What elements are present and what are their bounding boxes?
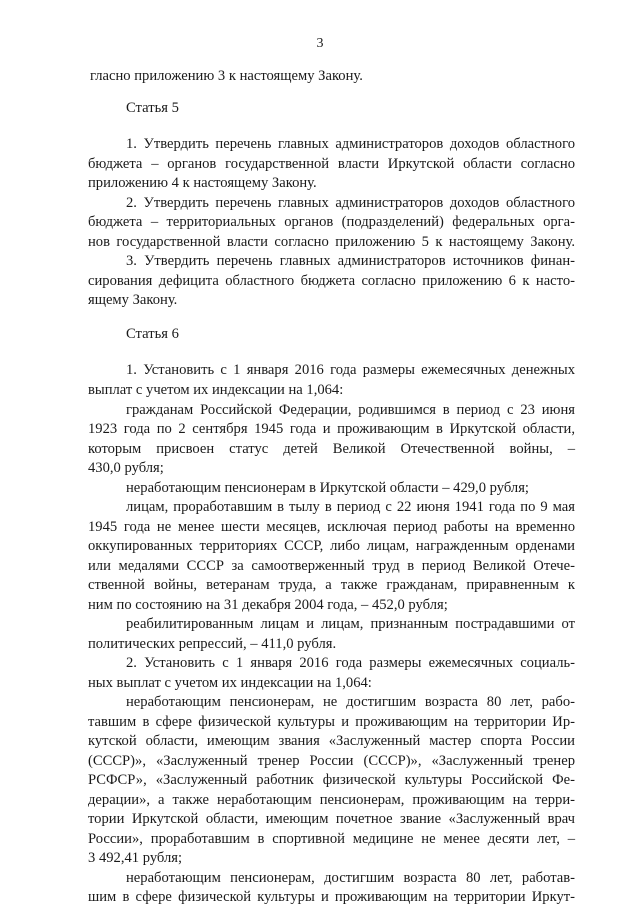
- text-line: бюджета – территориальных органов (подразделений) федеральных орга-: [88, 214, 575, 230]
- text-line: кутской области, имеющим звания «Заслуженный мастер спорта России: [88, 733, 575, 749]
- text-line: 3. Утвердить перечень главных администраторов источников финан-: [126, 253, 575, 269]
- text-line: неработающим пенсионерам, не достигшим возраста 80 лет, рабо-: [126, 694, 575, 710]
- text-line: РСФСР», «Заслуженный работник физической культуры Российской Фе-: [88, 772, 575, 788]
- text-line: 3 492,41 рубля;: [88, 850, 183, 866]
- text-line: приложению 4 к настоящему Закону.: [88, 175, 317, 191]
- article-heading-6: Статья 6: [126, 326, 179, 342]
- text-line: России», проработавшим в спортивной медицине не менее десяти лет, –: [88, 831, 575, 847]
- text-line: 1. Установить с 1 января 2016 года размеры ежемесячных денежных: [126, 362, 575, 378]
- text-line: выплат с учетом их индексации на 1,064:: [88, 382, 344, 398]
- text-line: которым присвоен статус детей Великой Отечественной войны, –: [88, 441, 575, 457]
- text-line: оккупированных территориях СССР, либо лицам, награжденным орденами: [88, 538, 575, 554]
- text-line: ящему Закону.: [88, 292, 178, 308]
- text-line: гласно приложению 3 к настоящему Закону.: [90, 68, 363, 84]
- text-line: (СССР)», «Заслуженный тренер России (СССР)», «Заслуженный тренер: [88, 753, 575, 769]
- text-line: гражданам Российской Федерации, родившимся в период с 23 июня: [126, 402, 575, 418]
- text-line: ных выплат с учетом их индексации на 1,064:: [88, 675, 372, 691]
- text-line: 1923 года по 2 сентября 1945 года и проживающим в Иркутской области,: [88, 421, 575, 437]
- text-line: бюджета – органов государственной власти Иркутской области согласно: [88, 156, 575, 172]
- article-heading-5: Статья 5: [126, 100, 179, 116]
- text-line: сирования дефицита областного бюджета согласно приложению 6 к насто-: [88, 273, 575, 289]
- text-line: 2. Утвердить перечень главных администраторов доходов областного: [126, 195, 575, 211]
- text-line: 2. Установить с 1 января 2016 года размеры ежемесячных социаль-: [126, 655, 575, 671]
- text-line: тавшим в сфере физической культуры и проживающим на территории Ир-: [88, 714, 575, 730]
- text-line: ним по состоянию на 31 декабря 2004 года, – 452,0 рубля;: [88, 597, 448, 613]
- text-line: нов государственной власти согласно приложению 5 к настоящему Закону.: [88, 234, 575, 250]
- text-line: политических репрессий, – 411,0 рубля.: [88, 636, 337, 652]
- text-line: дерации», а также неработающим пенсионерам, проживающим на терри-: [88, 792, 575, 808]
- text-line: реабилитированным лицам и лицам, признанным пострадавшими от: [126, 616, 575, 632]
- page-number: 3: [316, 36, 324, 51]
- text-line: 1945 года не менее шести месяцев, исключая период работы на временно: [88, 519, 575, 535]
- text-line: ственной войны, ветеранам труда, а также гражданам, приравненным к: [88, 577, 575, 593]
- text-line: неработающим пенсионерам, достигшим возраста 80 лет, работав-: [126, 870, 575, 886]
- text-line: 430,0 рубля;: [88, 460, 164, 476]
- text-line: шим в сфере физической культуры и проживающим на территории Иркут-: [88, 889, 575, 905]
- text-line: 1. Утвердить перечень главных администраторов доходов областного: [126, 136, 575, 152]
- text-line: неработающим пенсионерам в Иркутской области – 429,0 рубля;: [126, 480, 529, 496]
- text-line: лицам, проработавшим в тылу в период с 22 июня 1941 года по 9 мая: [126, 499, 575, 515]
- text-line: или медалями СССР за самоотверженный труд в период Великой Отече-: [88, 558, 575, 574]
- text-line: тории Иркутской области, имеющим почетное звание «Заслуженный врач: [88, 811, 575, 827]
